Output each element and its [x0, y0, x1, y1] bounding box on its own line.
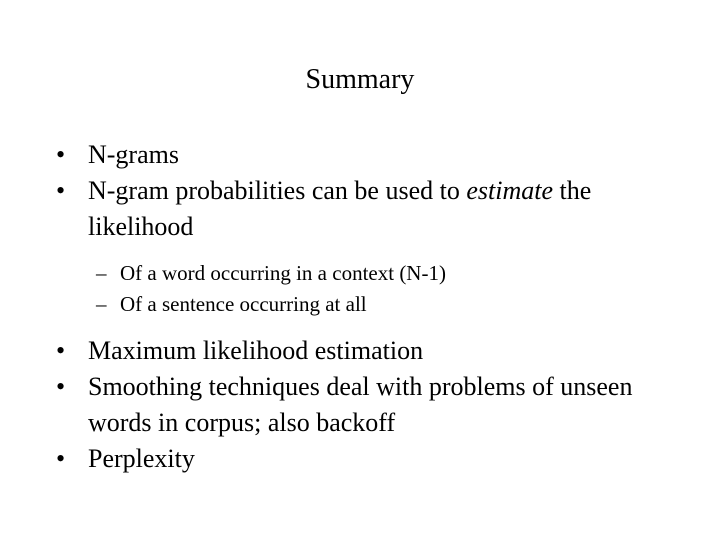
bullet-marker: • [56, 372, 66, 401]
bullet-marker: • [56, 444, 66, 473]
slide-title: Summary [305, 64, 415, 95]
bullet-text-pre: N-gram probabilities can be used to [88, 176, 467, 205]
bullet-marker: • [56, 176, 66, 205]
bullet-item-smoothing [56, 369, 656, 441]
bullet-text-post: the likelihood [88, 176, 592, 241]
bullet-text [88, 176, 591, 241]
sub-bullet-item-word [56, 258, 656, 289]
sub-bullet-item-sentence [56, 289, 656, 320]
sub-bullet-text: Of a sentence occurring at all [120, 292, 367, 316]
bullet-text: Maximum likelihood estimation [88, 336, 424, 365]
bullet-text: Smoothing techniques deal with problems of unseen words in corpus; also backoff [88, 372, 633, 437]
bullet-marker: • [56, 140, 66, 169]
bullet-item-mle [56, 333, 656, 369]
bullet-text-emphasis: estimate [466, 176, 553, 205]
bullet-text: N-grams [88, 140, 179, 169]
sub-bullet-marker: – [96, 292, 107, 316]
sub-bullet-list [56, 245, 656, 333]
bullet-item-ngrams [56, 137, 656, 173]
bullet-item-probabilities [56, 173, 656, 245]
sub-bullet-text: Of a word occurring in a context (N-1) [120, 261, 446, 285]
sub-bullet-marker: – [96, 261, 107, 285]
bullet-text: Perplexity [88, 444, 195, 473]
bullet-marker: • [56, 336, 66, 365]
bullet-list [56, 137, 656, 477]
bullet-item-perplexity [56, 441, 656, 477]
